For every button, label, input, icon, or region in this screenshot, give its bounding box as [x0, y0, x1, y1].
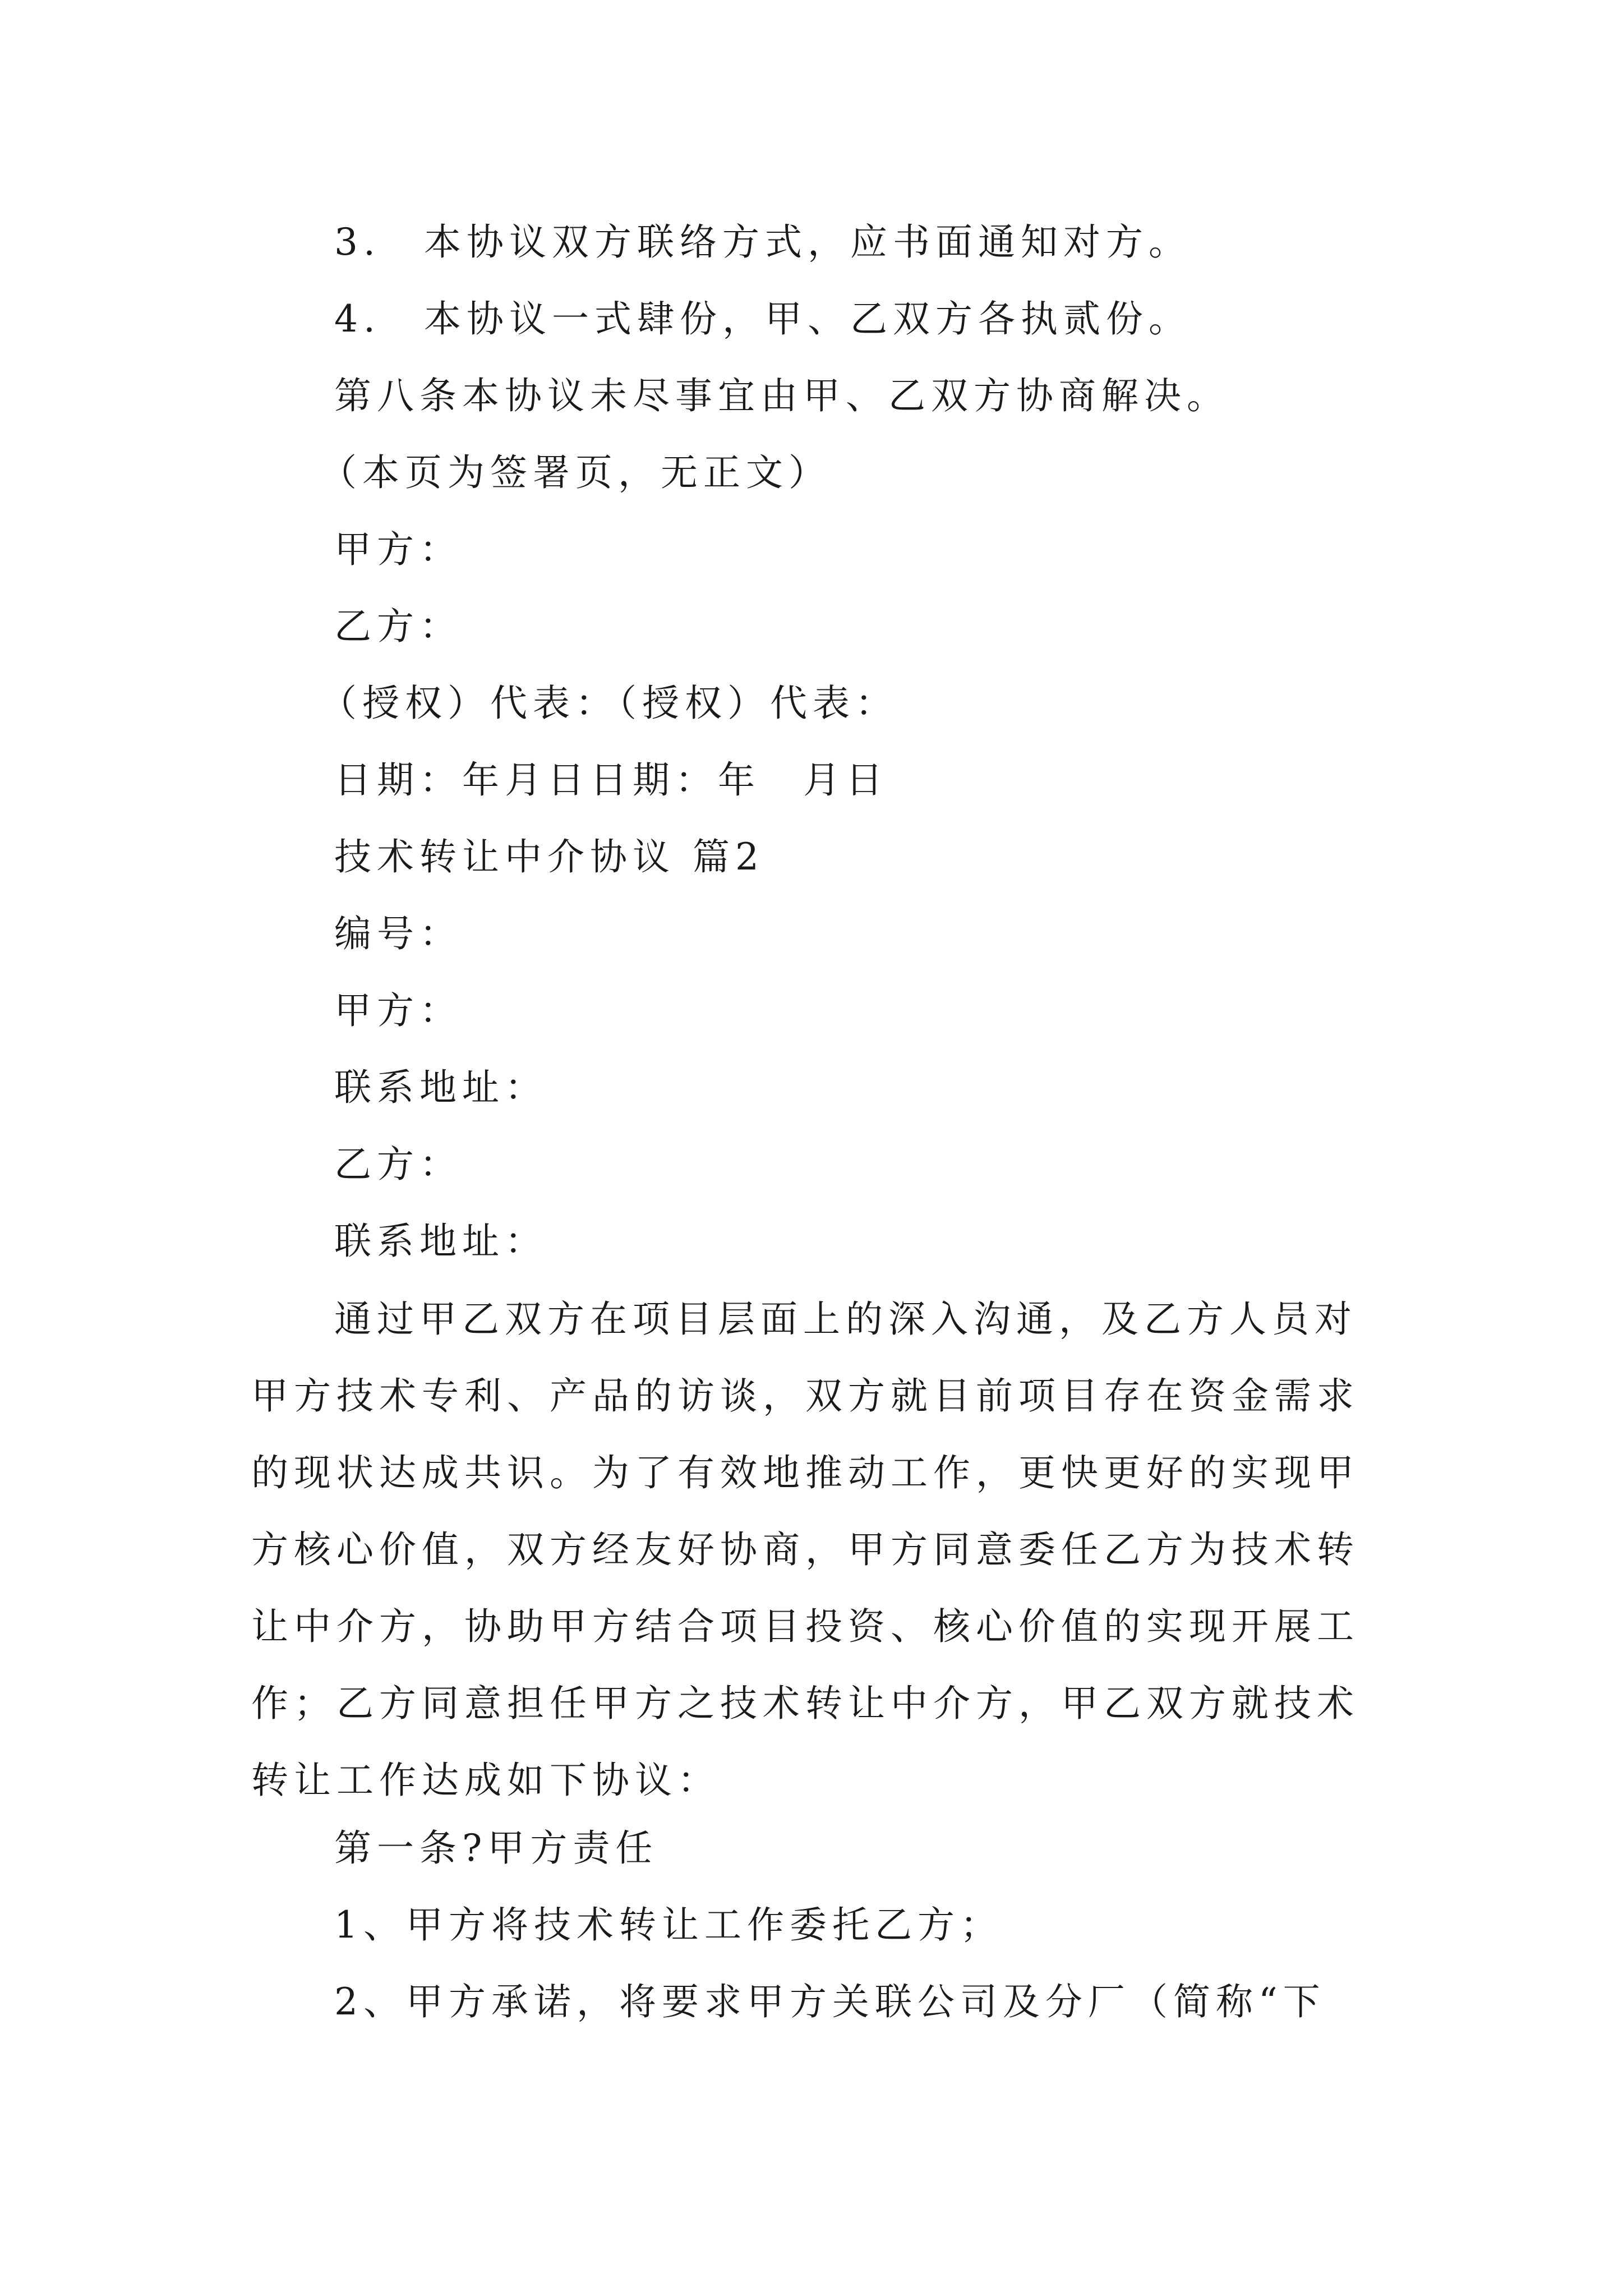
clause-line [334, 220, 1191, 265]
contact-address-label: 联系地址： [334, 1220, 547, 1263]
section-title: 技术转让中介协议 篇2 [334, 835, 764, 878]
party-b-label: 乙方： [334, 1143, 462, 1186]
signature-page-note: （本页为签署页，无正文） [320, 451, 831, 494]
party-b-label: 乙方： [334, 605, 462, 648]
clause-text: 本协议一式肆份，甲、乙双方各执贰份。 [424, 297, 1191, 341]
paragraph-row: 让中介方，协助甲方结合项目投资、核心价值的实现开展工 [251, 1605, 1359, 1648]
article-line: 第八条本协议未尽事宜由甲、乙双方协商解决。 [334, 374, 1229, 417]
clause-number: 3. [334, 220, 381, 264]
representative-line: （授权）代表：（授权）代表： [320, 682, 898, 725]
party-a-label: 甲方： [334, 989, 462, 1032]
clause-line: 2、甲方承诺，将要求甲方关联公司及分厂（简称“下 [334, 1980, 1326, 2023]
clause-number: 4. [334, 297, 381, 341]
date-line: 日期：年月日日期：年 月日 [334, 758, 888, 802]
paragraph-row: 甲方技术专利、产品的访谈，双方就目前项目存在资金需求 [251, 1374, 1359, 1418]
paragraph-row: 转让工作达成如下协议： [251, 1759, 720, 1802]
article-heading: 第一条?甲方责任 [334, 1826, 658, 1870]
contact-address-label: 联系地址： [334, 1066, 547, 1109]
clause-line [334, 297, 1191, 342]
clause-line: 1、甲方将技术转让工作委托乙方； [334, 1903, 1003, 1947]
intro-paragraph [251, 1281, 1373, 1819]
paragraph-row: 作；乙方同意担任甲方之技术转让中介方，甲乙双方就技术 [251, 1682, 1359, 1725]
party-a-label: 甲方： [334, 528, 462, 571]
paragraph-row: 方核心价值，双方经友好协商，甲方同意委任乙方为技术转 [251, 1528, 1359, 1571]
number-label: 编号： [334, 912, 462, 955]
paragraph-row: 的现状达成共识。为了有效地推动工作，更快更好的实现甲 [251, 1451, 1359, 1494]
clause-text: 本协议双方联络方式，应书面通知对方。 [424, 220, 1191, 264]
paragraph-row: 通过甲乙双方在项目层面上的深入沟通，及乙方人员对 [334, 1297, 1357, 1341]
